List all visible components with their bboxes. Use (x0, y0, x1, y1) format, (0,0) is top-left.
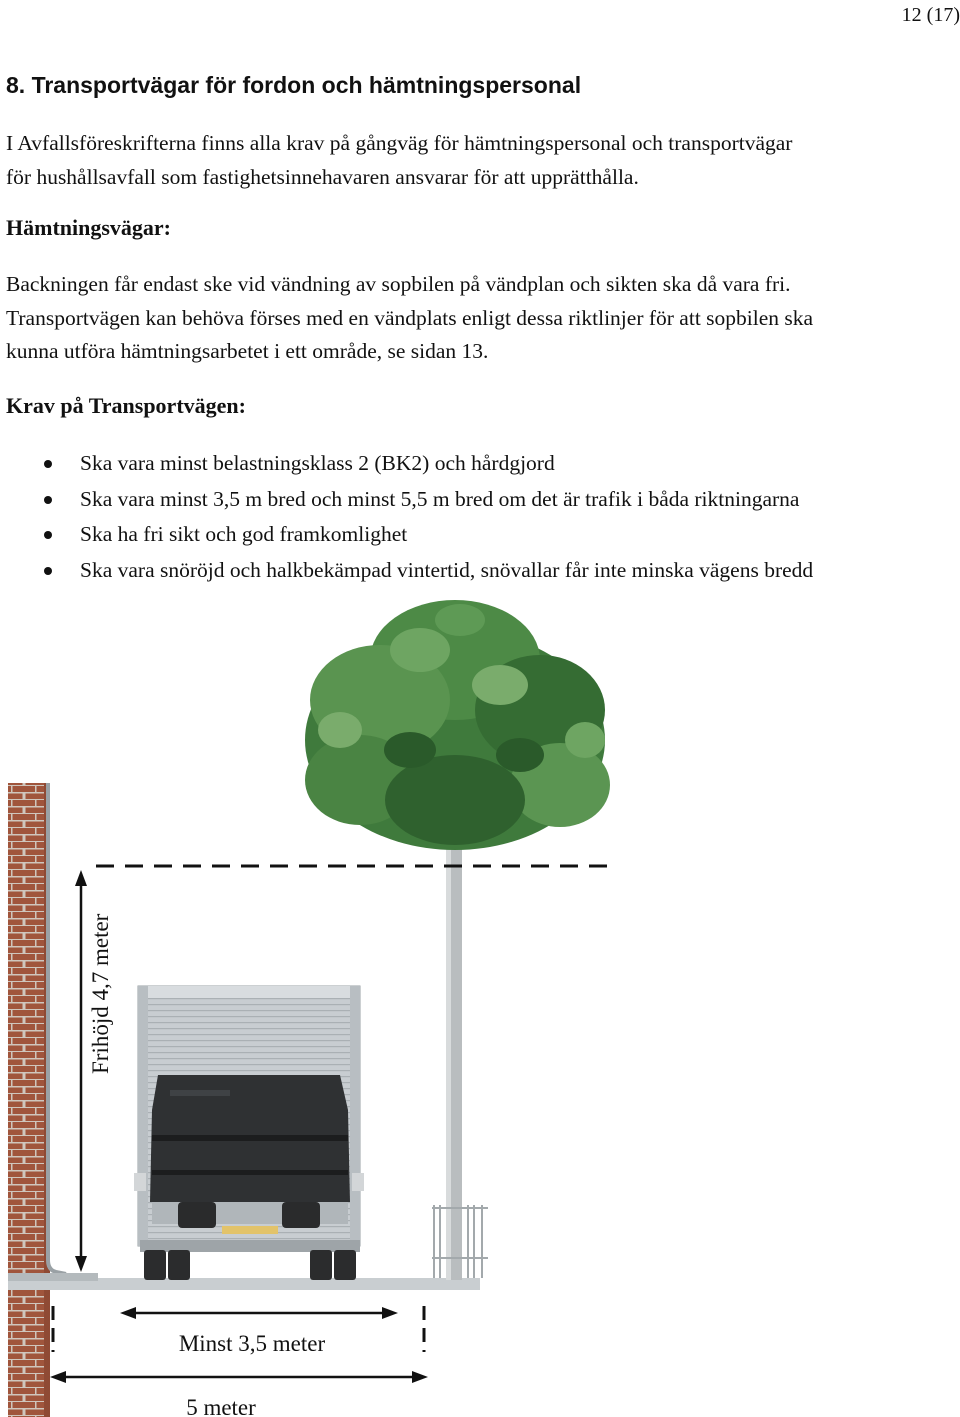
list-item-text: Ska vara minst belastningsklass 2 (BK2) och hårdgjord (80, 451, 555, 475)
road-clearance-illustration (0, 590, 960, 1417)
height-arrow (75, 870, 87, 1272)
bullet-icon (44, 496, 52, 504)
bullet-icon (44, 531, 52, 539)
min-width-label: Minst 3,5 meter (178, 1331, 326, 1356)
brick-wall (8, 783, 50, 1417)
hamtningsvagar-paragraph (6, 268, 813, 369)
list-item (0, 518, 813, 554)
height-label: Frihöjd 4,7 meter (88, 913, 113, 1074)
krav-list (0, 447, 813, 589)
tree-crown (305, 600, 610, 850)
list-item-text: Ska vara snöröjd och halkbekämpad vintertid, snövallar får inte minska vägens bredd (80, 557, 814, 582)
page-number: 12 (17) (901, 4, 960, 26)
intro-paragraph (6, 127, 792, 194)
hamtningsvagar-line-1: Backningen får endast ske vid vändning av sopbilen på vändplan och sikten ska då vara fri. (6, 272, 791, 296)
list-item (0, 554, 813, 590)
krav-heading: Krav på Transportvägen: (6, 393, 246, 418)
intro-line-2: för hushållsavfall som fastighetsinnehavaren ansvarar för att upprätthålla. (6, 164, 639, 189)
bullet-icon (44, 460, 52, 468)
list-item (0, 447, 813, 483)
list-item-text: Ska vara minst 3,5 m bred och minst 5,5 m bred om det är trafik i båda riktningarna (80, 486, 800, 511)
list-item (0, 483, 813, 519)
hamtningsvagar-line-2: Transportvägen kan behöva förses med en vändplats enligt dessa riktlinjer för att sopbilen ska (6, 305, 814, 330)
hamtningsvagar-line-3: kunna utföra hämtningsarbetet i ett område, se sidan 13. (6, 339, 489, 363)
list-item-text: Ska ha fri sikt och god framkomlighet (80, 522, 408, 546)
total-width-dimension (50, 1371, 428, 1383)
total-width-label: 5 meter (186, 1395, 256, 1417)
garbage-truck (134, 986, 364, 1280)
intro-line-1: I Avfallsföreskrifterna finns alla krav på gångväg för hämtningspersonal och transportvägar (6, 131, 793, 155)
downpipe (48, 783, 66, 1274)
hamtningsvagar-heading: Hämtningsvägar: (6, 215, 171, 240)
section-heading: 8. Transportvägar för fordon och hämtningspersonal (6, 72, 582, 98)
bullet-icon (44, 567, 52, 575)
